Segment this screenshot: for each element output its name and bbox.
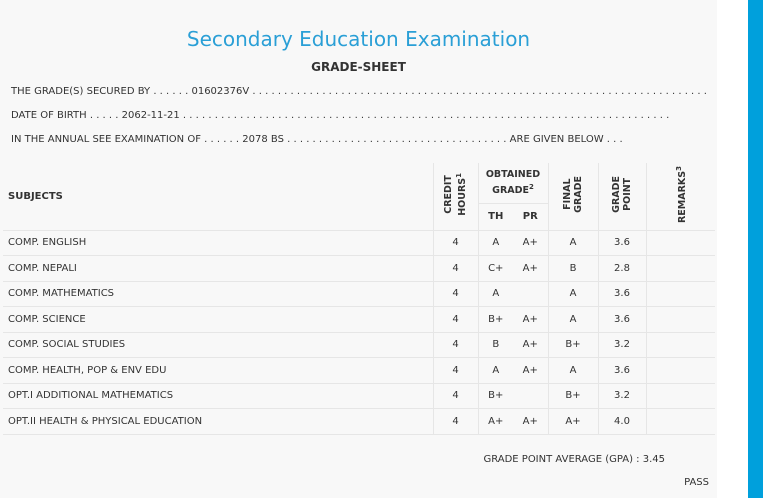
final-cell: A [548, 230, 598, 256]
th-cell: B [478, 332, 513, 358]
final-cell: B [548, 256, 598, 282]
result-text: PASS [684, 477, 709, 488]
point-cell: 3.6 [598, 307, 646, 333]
remarks-cell [646, 307, 715, 333]
credit-cell: 4 [433, 409, 478, 435]
th-cell: C+ [478, 256, 513, 282]
credit-cell: 4 [433, 332, 478, 358]
remarks-cell [646, 281, 715, 307]
secured-by-label: THE GRADE(S) SECURED BY [11, 86, 151, 97]
subject-name: COMP. HEALTH, POP & ENV EDU [3, 358, 433, 384]
remarks-cell [646, 256, 715, 282]
credit-cell: 4 [433, 307, 478, 333]
credit-hours-header: CREDIT HOURS$^1$ [433, 163, 478, 230]
credit-cell: 4 [433, 230, 478, 256]
pr-cell [513, 383, 548, 409]
th-cell: A [478, 230, 513, 256]
dob-line: DATE OF BIRTH . . . . . 2062-11-21 . . . . . . . . . . . . . . . . . . . . . . . . . . . . . . . . . . . . . . . . . . . . . . . . . . . . . . . . . . . . . . . . . . . . . . . . . . . . . [11, 110, 670, 121]
table-row [3, 256, 715, 282]
table-row [3, 307, 715, 333]
final-cell: B+ [548, 332, 598, 358]
secured-by-line: THE GRADE(S) SECURED BY . . . . . . 01602376V . . . . . . . . . . . . . . . . . . . . . . . . . . . . . . . . . . . . . . . . . . . . . . . . . . . . . . . . . . . . . . . . . . . . . . . . [11, 86, 707, 97]
th-cell: A+ [478, 409, 513, 435]
point-cell: 4.0 [598, 409, 646, 435]
subject-name: OPT.II HEALTH & PHYSICAL EDUCATION [3, 409, 433, 435]
point-cell: 3.2 [598, 332, 646, 358]
gpa-label: GRADE POINT AVERAGE (GPA) : [483, 454, 640, 465]
th-cell: A [478, 358, 513, 384]
exam-label: IN THE ANNUAL SEE EXAMINATION OF [11, 134, 201, 145]
pr-cell: A+ [513, 230, 548, 256]
remarks-cell [646, 383, 715, 409]
remarks-cell [646, 358, 715, 384]
remarks-cell [646, 332, 715, 358]
pr-cell: A+ [513, 256, 548, 282]
accent-bar [748, 0, 763, 498]
remarks-cell [646, 409, 715, 435]
point-cell: 3.2 [598, 383, 646, 409]
exam-value: 2078 BS [242, 134, 284, 145]
credit-cell: 4 [433, 358, 478, 384]
th-header: TH [478, 203, 513, 230]
point-cell: 3.6 [598, 230, 646, 256]
final-cell: A+ [548, 409, 598, 435]
secured-by-value: 01602376V [191, 86, 250, 97]
final-cell: A [548, 358, 598, 384]
table-row [3, 230, 715, 256]
subjects-header: SUBJECTS [3, 163, 433, 230]
pr-header: PR [513, 203, 548, 230]
page-title: Secondary Education Examination [186, 27, 531, 51]
point-cell: 2.8 [598, 256, 646, 282]
remarks-cell [646, 230, 715, 256]
grade-point-header: GRADE POINT [598, 163, 646, 230]
subject-name: COMP. SOCIAL STUDIES [3, 332, 433, 358]
final-cell: B+ [548, 383, 598, 409]
table-row [3, 358, 715, 384]
subject-name: COMP. ENGLISH [3, 230, 433, 256]
grades-table [3, 163, 715, 435]
point-cell: 3.6 [598, 358, 646, 384]
table-row [3, 409, 715, 435]
pr-cell: A+ [513, 358, 548, 384]
th-cell: A [478, 281, 513, 307]
point-cell: 3.6 [598, 281, 646, 307]
final-cell: A [548, 307, 598, 333]
pr-cell: A+ [513, 409, 548, 435]
dob-label: DATE OF BIRTH [11, 110, 87, 121]
pr-cell: A+ [513, 307, 548, 333]
dob-value: 2062-11-21 [121, 110, 180, 121]
subject-name: OPT.I ADDITIONAL MATHEMATICS [3, 383, 433, 409]
table-row [3, 383, 715, 409]
subject-name: COMP. NEPALI [3, 256, 433, 282]
gpa-line [483, 454, 665, 465]
final-grade-header: FINAL GRADE [548, 163, 598, 230]
table-row [3, 332, 715, 358]
credit-cell: 4 [433, 256, 478, 282]
subject-name: COMP. SCIENCE [3, 307, 433, 333]
given-below-text: ARE GIVEN BELOW [509, 134, 604, 145]
credit-cell: 4 [433, 281, 478, 307]
gpa-value: 3.45 [642, 454, 665, 465]
table-row [3, 281, 715, 307]
pr-cell [513, 281, 548, 307]
pr-cell: A+ [513, 332, 548, 358]
th-cell: B+ [478, 307, 513, 333]
subject-name: COMP. MATHEMATICS [3, 281, 433, 307]
exam-line: IN THE ANNUAL SEE EXAMINATION OF . . . . . . 2078 BS . . . . . . . . . . . . . . . . . . . . . . . . . . . . . . . . . . . ARE GIVEN BELOW . . . [11, 134, 623, 145]
page-subtitle: GRADE-SHEET [311, 60, 406, 74]
credit-cell: 4 [433, 383, 478, 409]
th-cell: B+ [478, 383, 513, 409]
obtained-grade-header: OBTAINED GRADE$^2$ [478, 163, 548, 203]
final-cell: A [548, 281, 598, 307]
remarks-header: REMARKS$^3$ [646, 163, 715, 230]
